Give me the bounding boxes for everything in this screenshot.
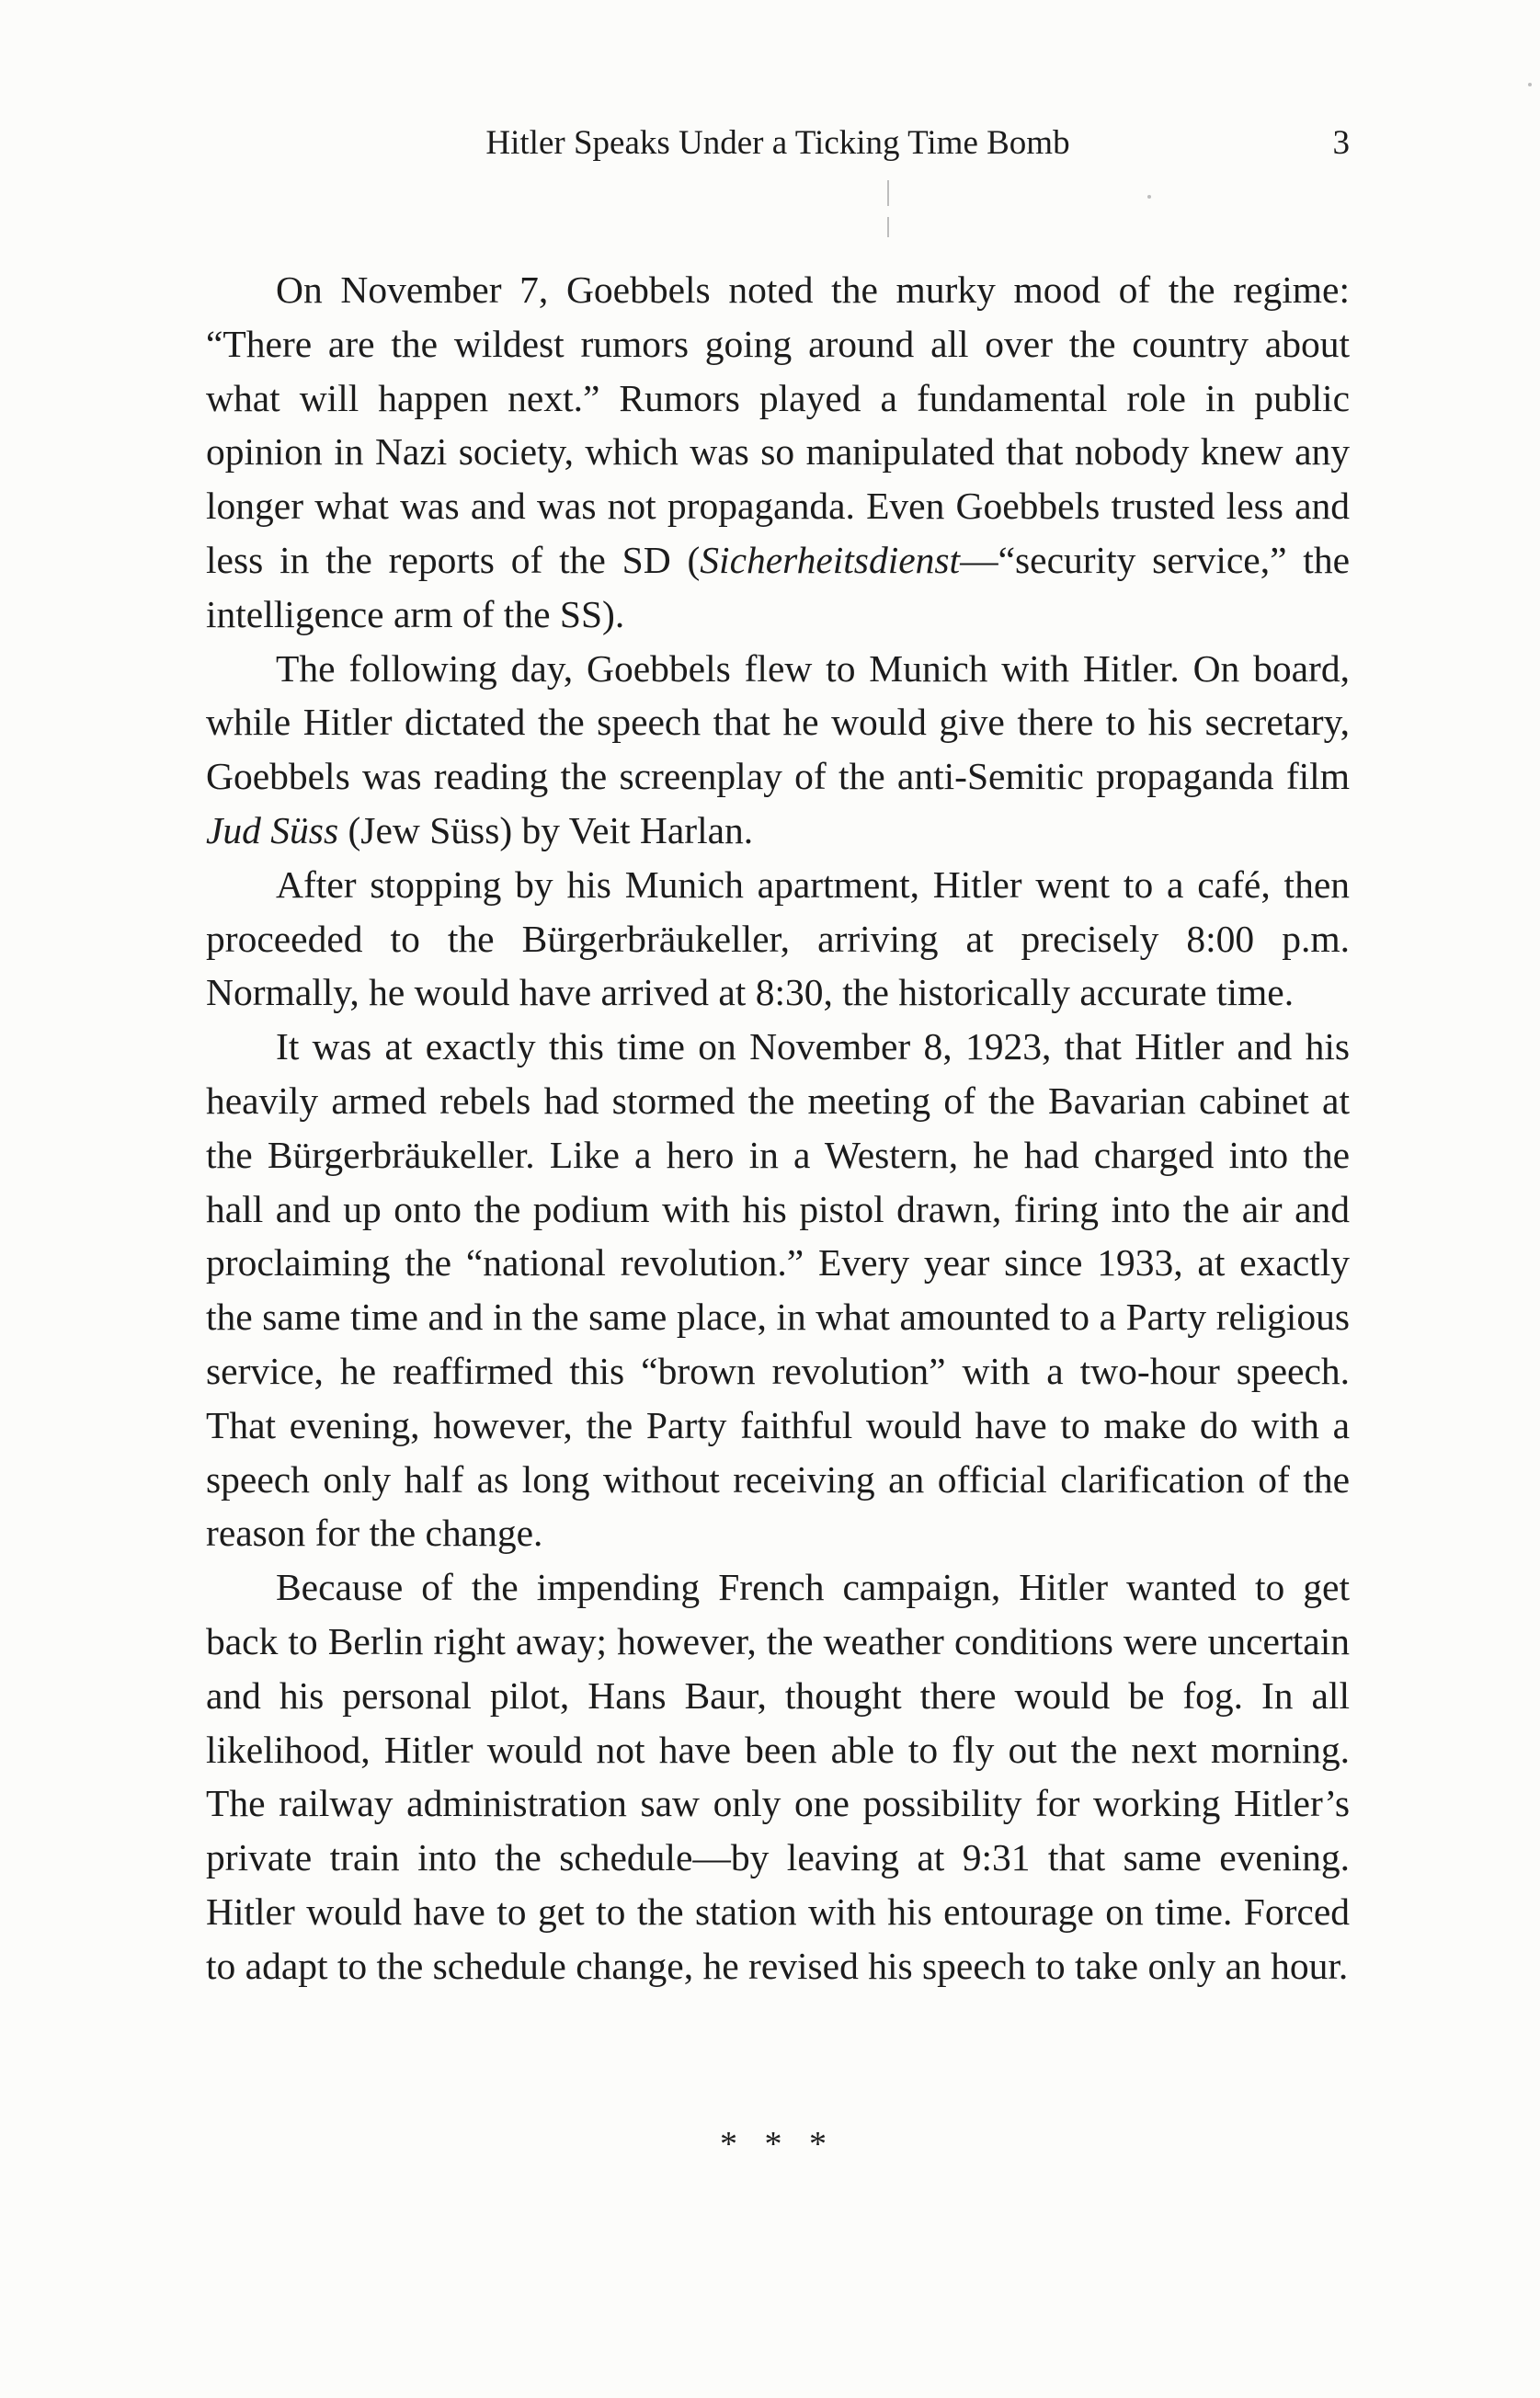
paragraph-text: —“security service,” the intelligence arm of the SS). — [206, 538, 1350, 635]
paragraph-text: After stopping by his Munich apartment, Hitler went to a café, then proceeded to the Bürgerbräukeller, arriving at precisely 8:00 p.m. Normally, he would have arrived at 8:30, the historically accurate time. — [206, 862, 1350, 1014]
paragraph-text: (Jew Süss) by Veit Harlan. — [338, 808, 754, 851]
paragraph — [206, 858, 1350, 1020]
italic-text: Jud Süss — [206, 808, 339, 851]
scan-speck — [1147, 195, 1151, 199]
scan-speck — [1528, 83, 1532, 86]
paragraph-text: It was at exactly this time on November 8, 1923, that Hitler and his heavily armed rebels had stormed the meeting of the Bavarian cabinet at the Bürgerbräukeller. Like a hero in a Western, he had charged into the hall and up onto the podium with his pistol drawn, firing into the air and proclaiming the “national revolution.” Every year since 1933, at exactly the same time and in the same place, in what amounted to a Party religious service, he reaffirmed this “brown revolution” with a two-hour speech. That evening, however, the Party faithful would have to make do with a speech only half as long without receiving an official clarification of the reason for the change. — [206, 1025, 1350, 1555]
italic-text: Sicherheitsdienst — [700, 538, 961, 581]
paragraph — [206, 642, 1350, 858]
page-number: 3 — [1332, 124, 1350, 162]
scan-speck — [887, 217, 889, 237]
paragraph-text: The following day, Goebbels flew to Munich with Hitler. On board, while Hitler dictated the speech that he would give there to his secretary, Goebbels was reading the screenplay of the anti-Semitic propaganda film — [206, 646, 1350, 798]
running-header-title: Hitler Speaks Under a Ticking Time Bomb — [485, 124, 1070, 162]
paragraph — [206, 1020, 1350, 1560]
paragraph-text: Because of the impending French campaign, Hitler wanted to get back to Berlin right away; however, the weather conditions were uncertain and his personal pilot, Hans Baur, thought there would be fog. In all likelihood, Hitler would not have been able to fly out the next morning. The railway administration saw only one possibility for working Hitler’s private train into the schedule—by leaving at 9:31 that same evening. Hitler would have to get to the station with his entourage on time. Forced to adapt to the schedule change, he revised his speech to take only an hour. — [206, 1566, 1350, 1987]
scan-speck — [887, 180, 889, 206]
paragraph — [206, 1560, 1350, 1993]
paragraph-text: On November 7, Goebbels noted the murky mood of the regime: “There are the wildest rumors going around all over the country about what will happen next.” Rumors played a fundamental role in public opinion in Nazi society, which was so manipulated that nobody knew any longer what was and was not propaganda. Even Goebbels trusted less and less in the reports of the SD ( — [206, 268, 1350, 581]
running-header — [206, 118, 1350, 169]
paragraph — [206, 263, 1350, 642]
section-break: * * * — [720, 2125, 836, 2164]
body-text — [206, 263, 1350, 1993]
